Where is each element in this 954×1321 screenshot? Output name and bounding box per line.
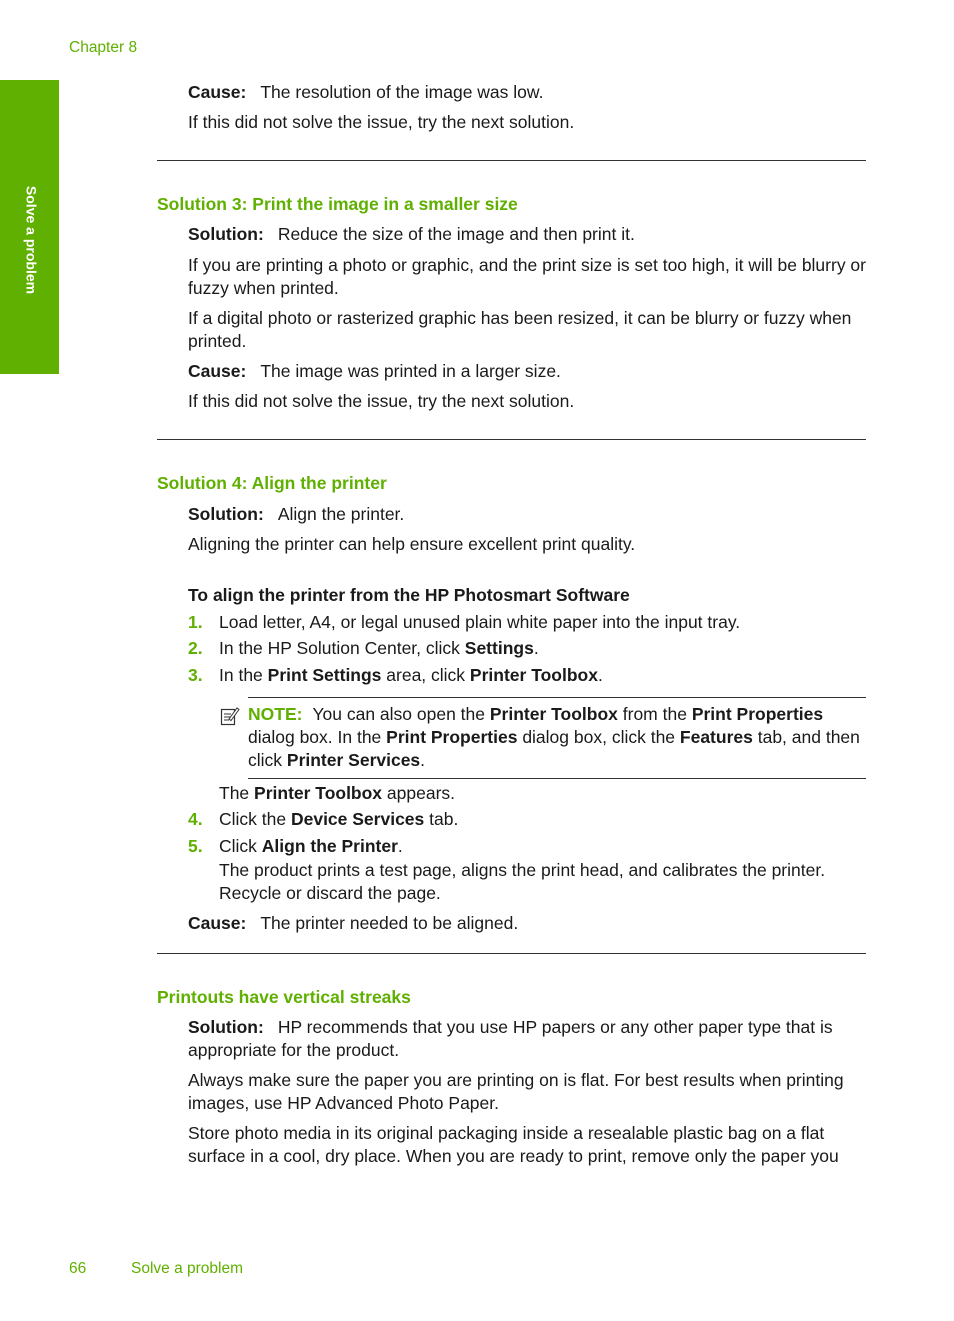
step-text-part: The xyxy=(219,783,255,803)
ui-term: Device Services xyxy=(290,809,425,829)
step-text-part: appears. xyxy=(382,783,456,803)
solution-text: HP recommends that you use HP papers or any other paper type that is appropriate for the product. xyxy=(188,1017,833,1060)
paragraph: If you are printing a photo or graphic, and the print size is set too high, it will be blurry or fuzzy when printed. xyxy=(188,255,866,298)
paragraph: If a digital photo or rasterized graphic has been resized, it can be blurry or fuzzy when printed. xyxy=(188,308,852,351)
next-solution-text: If this did not solve the issue, try the next solution. xyxy=(188,391,575,411)
step-number: 4. xyxy=(188,809,203,829)
ui-term: Align the Printer xyxy=(261,836,398,856)
paragraph: Store photo media in its original packaging inside a resealable plastic bag on a flat surface in a cool, dry place. When you are ready to print, remove only the paper you xyxy=(188,1123,839,1166)
side-tab xyxy=(0,80,59,374)
step-text xyxy=(219,664,869,687)
step-number: 5. xyxy=(188,836,203,856)
step-text xyxy=(219,808,869,831)
ui-term: Features xyxy=(679,727,753,747)
solution-label: Solution: xyxy=(188,224,264,244)
note-text-part: You can also open the xyxy=(312,704,490,724)
cause-label: Cause: xyxy=(188,361,247,381)
cause-label: Cause: xyxy=(188,82,247,102)
section-heading: Solution 4: Align the printer xyxy=(157,473,387,493)
step-text-part: Click the xyxy=(219,809,291,829)
note-text-part: dialog box, click the xyxy=(517,727,680,747)
note-text-part: tab, and then click xyxy=(248,727,860,770)
step-text-part: In the HP Solution Center, click xyxy=(219,638,465,658)
step-text-part: . xyxy=(397,836,403,856)
note-label: NOTE: xyxy=(248,704,303,724)
solution-label: Solution: xyxy=(188,504,264,524)
ui-term: Printer Services xyxy=(286,750,421,770)
section-divider xyxy=(157,160,866,161)
cause-line xyxy=(188,912,868,935)
solution-line xyxy=(188,1016,868,1062)
solution-line xyxy=(188,503,868,526)
ui-term: Printer Toolbox xyxy=(469,665,598,685)
chapter-header: Chapter 8 xyxy=(69,39,138,56)
procedure-heading: To align the printer from the HP Photosmart Software xyxy=(188,585,630,605)
ui-term: Printer Toolbox xyxy=(254,783,383,803)
ui-term: Print Properties xyxy=(386,727,518,747)
paragraph: Always make sure the paper you are printing on is flat. For best results when printing images, use HP Advanced Photo Paper. xyxy=(188,1070,844,1113)
step-number: 1. xyxy=(188,612,203,632)
solution-line xyxy=(188,223,868,246)
cause-text: The printer needed to be aligned. xyxy=(260,913,519,933)
solution-text: Align the printer. xyxy=(277,504,405,524)
step-number: 2. xyxy=(188,638,203,658)
step-text-part: . xyxy=(597,665,603,685)
step-text-part: In the xyxy=(219,665,268,685)
page-number: 66 xyxy=(69,1260,87,1277)
note-text-part: . xyxy=(420,750,426,770)
section-heading: Solution 3: Print the image in a smaller size xyxy=(157,194,518,214)
section-divider xyxy=(157,953,866,954)
solution-label: Solution: xyxy=(188,1017,264,1037)
note-text-part: dialog box. In the xyxy=(248,727,387,747)
side-tab-label: Solve a problem xyxy=(23,185,40,295)
step-text-part: . xyxy=(533,638,539,658)
note-top-rule xyxy=(248,697,866,698)
next-solution-text: If this did not solve the issue, try the next solution. xyxy=(188,112,575,132)
note-pencil-icon xyxy=(220,706,240,726)
cause-line xyxy=(188,360,868,383)
ui-term: Settings xyxy=(464,638,534,658)
footer-section: Solve a problem xyxy=(131,1260,244,1277)
cause-line xyxy=(188,81,868,104)
cause-text: The image was printed in a larger size. xyxy=(260,361,561,381)
ui-term: Print Settings xyxy=(267,665,382,685)
step-detail xyxy=(219,782,869,805)
ui-term: Printer Toolbox xyxy=(489,704,618,724)
cause-text: The resolution of the image was low. xyxy=(260,82,544,102)
note-bottom-rule xyxy=(248,778,866,779)
step-text xyxy=(219,637,869,660)
note-text-part: from the xyxy=(617,704,692,724)
cause-label: Cause: xyxy=(188,913,247,933)
step-text-part: Click xyxy=(219,836,262,856)
solution-text: Reduce the size of the image and then print it. xyxy=(277,224,635,244)
step-number: 3. xyxy=(188,665,203,685)
paragraph: Aligning the printer can help ensure excellent print quality. xyxy=(188,534,636,554)
step-text-part: Load letter, A4, or legal unused plain white paper into the input tray. xyxy=(219,612,741,632)
ui-term: Print Properties xyxy=(691,704,824,724)
step-text xyxy=(219,611,869,634)
step-text-part: area, click xyxy=(381,665,470,685)
section-divider xyxy=(157,439,866,440)
section-heading: Printouts have vertical streaks xyxy=(157,987,411,1007)
step-text-part: tab. xyxy=(424,809,459,829)
step-text xyxy=(219,835,869,858)
note-text xyxy=(248,703,866,772)
step-detail: The product prints a test page, aligns the print head, and calibrates the printer. Recycle or discard the page. xyxy=(219,860,826,903)
